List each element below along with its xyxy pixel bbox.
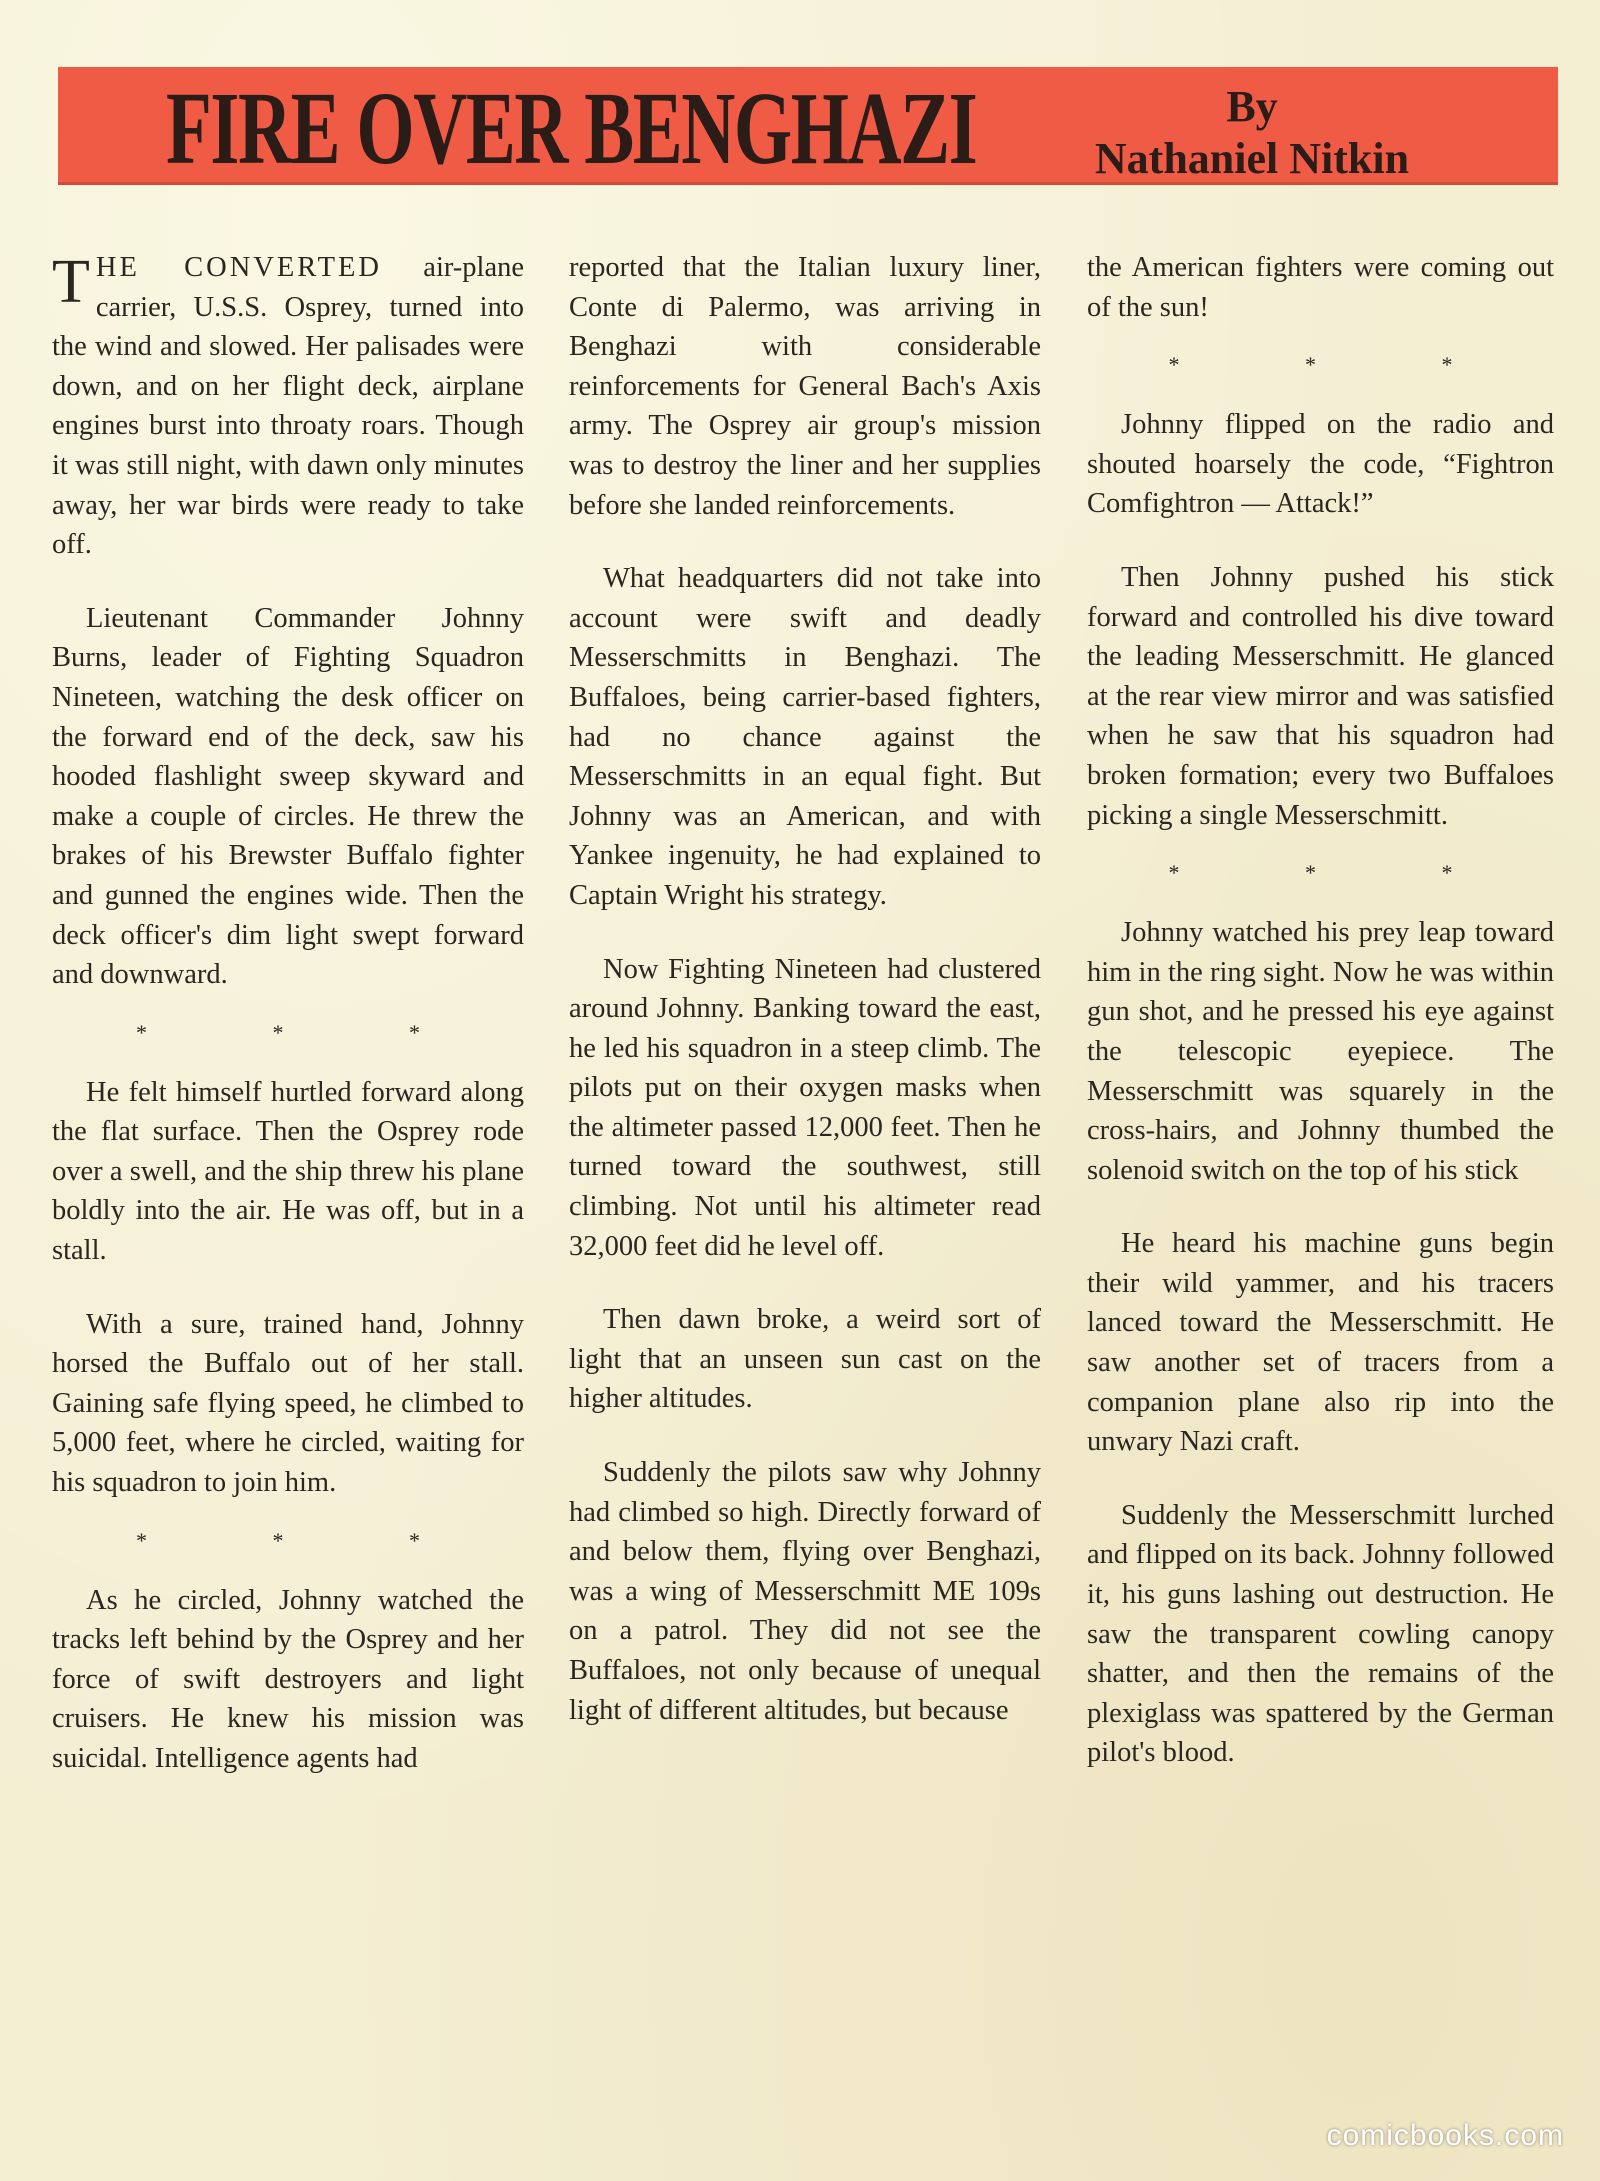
drop-cap: T (52, 248, 90, 316)
paragraph-text: air-plane carrier, U.S.S. Osprey, turned into the wind and slowed. Her palisades were down, and on her flight deck, airplane engines burst into throaty roars. Though it was still night, with dawn only minutes away, her war birds were ready to take off. (52, 252, 524, 561)
story-title: FIRE OVER BENGHAZI (166, 71, 977, 186)
paragraph-text: Johnny flipped on the radio and shouted hoarsely the code, “Fightron Comfightron — Attack!” (1087, 409, 1554, 520)
paragraph-continued (569, 248, 1041, 525)
text-column-3 (1087, 248, 1554, 1807)
section-break-stars: * * * (1168, 352, 1513, 378)
paragraph (1087, 913, 1554, 1190)
section-break-stars: * * * (1168, 860, 1513, 886)
lead-in: HE CONVERTED (95, 252, 383, 283)
paragraph (1087, 405, 1554, 524)
paragraph-text: He heard his machine guns begin their wild yammer, and his tracers lanced toward the Messerschmitt. He saw another set of tracers from a companion plane also rip into the unwary Nazi craft. (1087, 1228, 1554, 1458)
paragraph-text: Then dawn broke, a weird sort of light that an unseen sun cast on the higher altitudes. (569, 1304, 1041, 1415)
paragraph-text: With a sure, trained hand, Johnny horsed the Buffalo out of her stall. Gaining safe flying speed, he climbed to 5,000 feet, where he circled, waiting for his squadron to join him. (52, 1308, 524, 1499)
paragraph (52, 599, 524, 995)
paragraph (52, 248, 524, 565)
paragraph (1087, 1224, 1554, 1462)
title-banner (58, 67, 1558, 185)
paragraph (569, 1300, 1041, 1419)
text-column-2 (569, 248, 1041, 1764)
paragraph-continued (1087, 248, 1554, 327)
watermark: comicbooks.com (1326, 2119, 1564, 2152)
paragraph (569, 1453, 1041, 1730)
paragraph-text: Lieutenant Commander Johnny Burns, leader of Fighting Squadron Nineteen, watching the desk officer on the forward end of the deck, saw his hooded flashlight sweep skyward and make a couple of circles. He threw the brakes of his Brewster Buffalo fighter and gunned the engines wide. Then the deck officer's dim light swept forward and downward. (52, 602, 524, 991)
paragraph-text: Suddenly the pilots saw why Johnny had climbed so high. Directly forward of and below them, flying over Benghazi, was a wing of Messerschmitt ME 109s on a patrol. They did not see the Buffaloes, not only because of unequal light of different altitudes, but because (569, 1457, 1041, 1726)
paragraph (569, 559, 1041, 915)
paragraph-text: Now Fighting Nineteen had clustered around Johnny. Banking toward the east, he led his squadron in a steep climb. The pilots put on their oxygen masks when the altimeter passed 12,000 feet. Then he turned toward the southwest, still climbing. Not until his altimeter read 32,000 feet did he level off. (569, 953, 1041, 1262)
paragraph-text: Johnny watched his prey leap toward him in the ring sight. Now he was within gun shot, and he pressed his eye against the telescopic eyepiece. The Messerschmitt was squarely in the cross-hairs, and Johnny thumbed the solenoid switch on the top of his stick (1087, 917, 1554, 1186)
byline (1022, 81, 1482, 185)
paragraph-text: As he circled, Johnny watched the tracks left behind by the Osprey and her force of swift destroyers and light cruisers. He knew his mission was suicidal. Intelligence agents had (52, 1584, 524, 1774)
paragraph-text: Then Johnny pushed his stick forward and controlled his dive toward the leading Messerschmitt. He glanced at the rear view mirror and was satisfied when he saw that his squadron had broken formation; every two Buffaloes picking a single Messerschmitt. (1087, 561, 1554, 831)
byline-author: Nathaniel Nitkin (1094, 134, 1410, 183)
paragraph (52, 1305, 524, 1503)
paragraph (1087, 558, 1554, 835)
paragraph-text: reported that the Italian luxury liner, Conte di Palermo, was arriving in Benghazi with considerable reinforcements for General Bach's Axis army. The Osprey air group's mission was to destroy the liner and her supplies before she landed reinforcements. (569, 252, 1041, 521)
paragraph (52, 1073, 524, 1271)
section-break-stars: * * * (136, 1527, 480, 1553)
section-break-stars: * * * (136, 1019, 480, 1045)
paragraph (569, 950, 1041, 1267)
paragraph (52, 1581, 524, 1779)
paragraph-text: He felt himself hurtled forward along the flat surface. Then the Osprey rode over a swell, and the ship threw his plane boldly into the air. He was off, but in a stall. (52, 1076, 524, 1267)
paragraph-text: Suddenly the Messerschmitt lurched and flipped on its back. Johnny followed it, his guns lashing out destruction. He saw the transparent cowling canopy shatter, and then the remains of the plexiglass was spattered by the German pilot's blood. (1087, 1499, 1554, 1769)
paragraph (1087, 1496, 1554, 1773)
paragraph-text: the American fighters were coming out of the sun! (1087, 252, 1554, 323)
byline-by: By (1226, 82, 1278, 131)
paragraph-text: What headquarters did not take into account were swift and deadly Messerschmitts in Benghazi. The Buffaloes, being carrier-based fighters, had no chance against the Messerschmitts in an equal fight. But Johnny was an American, and with Yankee ingenuity, he had explained to Captain Wright his strategy. (569, 563, 1041, 911)
text-column-1 (52, 248, 524, 1813)
